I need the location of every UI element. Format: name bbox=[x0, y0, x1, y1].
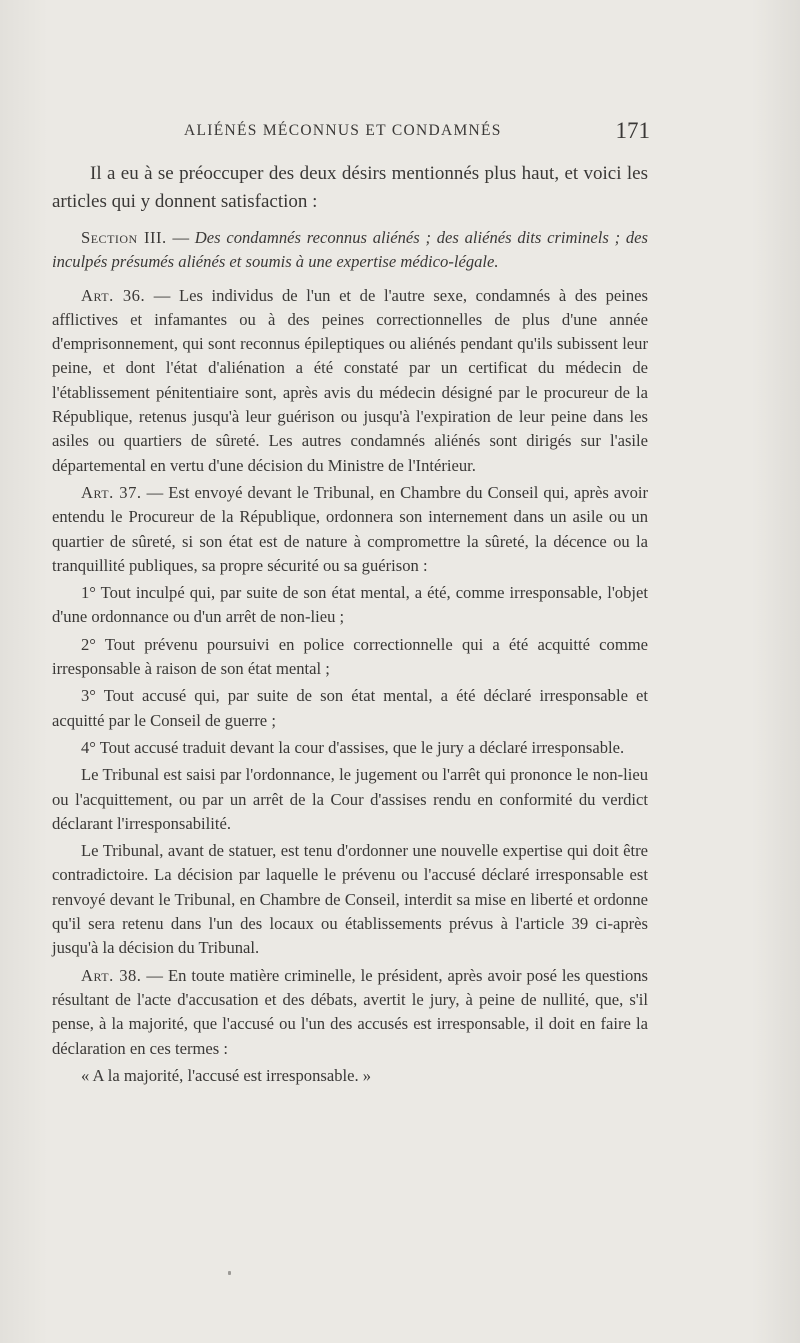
article-36 bbox=[52, 284, 648, 478]
article-36-text: — Les individus de l'un et de l'autre sexe, condamnés à des peines afflictives et infamantes ou à des peines correctionnelles de plus d'une année d'emprisonnement, qui sont reconnus épileptiques ou aliénés pendant qu'ils subissent leur peine, et dont l'état d'aliénation a été constaté par un certificat du médecin de l'établissement pénitentiaire sont, après avis du médecin désigné par le procureur de la République, retenus jusqu'à leur guérison ou jusqu'à l'expiration de leur peine dans les asiles ou quartiers de sûreté. Les autres condamnés aliénés sont dirigés sur l'asile départemental en vertu d'une décision du Ministre de l'Intérieur. bbox=[52, 285, 649, 475]
body-text bbox=[52, 160, 648, 1091]
article-37-text: — Est envoyé devant le Tribunal, en Chambre du Conseil qui, après avoir entendu le Procureur de la République, ordonnera son internement dans un asile ou un quartier de sûreté, si son état est de nature à compromettre la sûreté, la décence ou la tranquillité publiques, sa propre sécurité ou sa guérison : bbox=[52, 482, 649, 575]
article-38-text: — En toute matière criminelle, le président, après avoir posé les questions résultant de l'acte d'accusation et des débats, avertit le jury, à peine de nullité, que, s'il pense, à la majorité, que l'accusé ou l'un des accusés est irresponsable, il doit en faire la déclaration en ces termes : bbox=[52, 965, 648, 1058]
running-title: ALIÉNÉS MÉCONNUS ET CONDAMNÉS bbox=[184, 122, 502, 139]
running-head bbox=[52, 118, 656, 148]
article-38-label: Art. 38. bbox=[81, 965, 142, 985]
ink-speck bbox=[228, 1271, 231, 1275]
article-37-item-3: 3° Tout accusé qui, par suite de son état mental, a été déclaré irresponsable et acquitté par le Conseil de guerre ; bbox=[52, 686, 648, 730]
article-38-quote: « A la majorité, l'accusé est irresponsable. » bbox=[81, 1065, 372, 1085]
article-37-item-2: 2° Tout prévenu poursuivi en police correctionnelle qui a été acquitté comme irresponsable à raison de son état mental ; bbox=[52, 634, 648, 679]
article-37-item-1: 1° Tout inculpé qui, par suite de son état mental, a été, comme irresponsable, l'objet d'une ordonnance ou d'un arrêt de non-lieu ; bbox=[52, 583, 648, 627]
section-dash: — bbox=[166, 228, 195, 247]
section-label: Section III. bbox=[81, 228, 167, 247]
article-37-paragraph-2: Le Tribunal, avant de statuer, est tenu d'ordonner une nouvelle expertise qui doit être contradictoire. La décision par laquelle le prévenu ou l'accusé déclaré irresponsable est renvoyé devant le Tribunal, en Chambre de Conseil, interdit sa mise en liberté et ordonne qu'il sera retenu dans l'un des locaux ou établissements prévus à l'article 39 ci-après jusqu'à la décision du Tribunal. bbox=[52, 841, 648, 958]
intro-paragraph: Il a eu à se préoccuper des deux désirs mentionnés plus haut, et voici les articles qui y donnent satisfaction : bbox=[52, 163, 648, 212]
article-37-paragraph-1: Le Tribunal est saisi par l'ordonnance, le jugement ou l'arrêt qui prononce le non-lieu ou l'acquittement, ou par un arrêt de la Cour d'assises rendu en conformité du verdict déclarant l'irresponsabilité. bbox=[52, 765, 648, 833]
article-37 bbox=[52, 481, 648, 578]
section-title: Des condamnés reconnus aliénés ; des aliénés dits criminels ; des inculpés présumés aliénés et soumis à une expertise médico-légale. bbox=[52, 228, 648, 272]
section-heading bbox=[52, 226, 648, 275]
article-37-label: Art. 37. bbox=[81, 482, 142, 502]
article-37-item-4: 4° Tout accusé traduit devant la cour d'assises, que le jury a déclaré irresponsable. bbox=[81, 737, 625, 757]
article-38 bbox=[52, 964, 648, 1061]
page-number: 171 bbox=[615, 118, 650, 143]
article-36-label: Art. 36. bbox=[81, 285, 146, 305]
